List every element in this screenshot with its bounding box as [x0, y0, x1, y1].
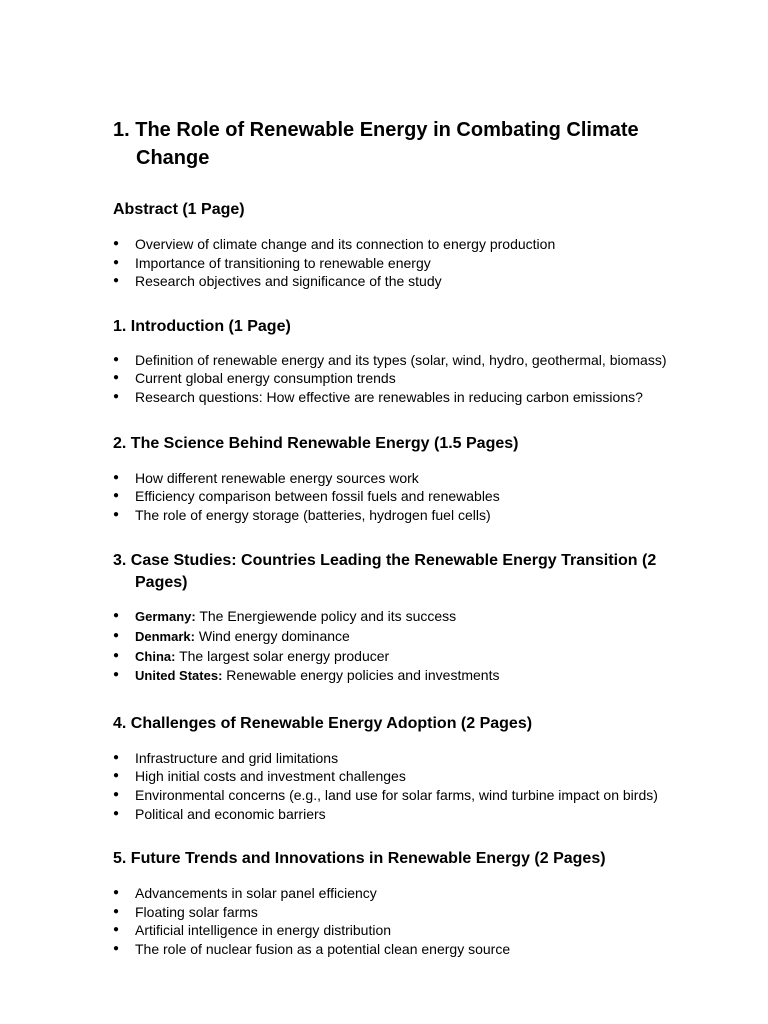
list-item-text: Overview of climate change and its connection to energy production	[135, 236, 556, 252]
list-item	[113, 749, 703, 768]
section-heading: 4. Challenges of Renewable Energy Adoption (2 Pages)	[113, 714, 533, 732]
bullet-list	[113, 351, 703, 407]
list-item	[113, 903, 703, 922]
bullet-list	[113, 749, 703, 823]
list-item	[113, 469, 703, 488]
bullet-icon: ●	[113, 275, 120, 287]
bullet-icon: ●	[113, 372, 120, 384]
bullet-icon: ●	[113, 905, 120, 917]
list-item-text: Research objectives and significance of the study	[135, 273, 442, 290]
country-label: China:	[135, 648, 176, 664]
list-item-text: The largest solar energy producer	[175, 647, 390, 664]
bullet-icon: ●	[113, 751, 120, 763]
bullet-icon: ●	[113, 942, 120, 954]
section-heading: 5. Future Trends and Innovations in Renewable Energy (2 Pages)	[113, 850, 606, 868]
list-item-text: The Energiewende policy and its success	[195, 608, 457, 625]
list-item-text: Advancements in solar panel efficiency	[135, 885, 377, 902]
section-heading: 2. The Science Behind Renewable Energy (1.5 Pages)	[113, 434, 519, 452]
country-label: Denmark:	[135, 628, 195, 644]
bullet-list	[113, 607, 703, 685]
list-item-text: Importance of transitioning to renewable energy	[135, 254, 431, 271]
bullet-icon: ●	[113, 924, 120, 936]
list-item-text: Wind energy dominance	[194, 627, 350, 644]
bullet-icon: ●	[113, 390, 120, 402]
list-item	[113, 506, 703, 525]
list-item-text: High initial costs and investment challenges	[135, 768, 406, 785]
list-item-text: Floating solar farms	[135, 903, 258, 920]
country-label: Germany:	[135, 609, 196, 625]
list-item	[113, 369, 703, 388]
bullet-icon: ●	[113, 669, 120, 681]
bullet-icon: ●	[113, 256, 120, 268]
bullet-icon: ●	[113, 649, 120, 661]
list-item	[113, 254, 703, 273]
bullet-icon: ●	[113, 770, 120, 782]
list-item-text: Infrastructure and grid limitations	[135, 749, 339, 766]
list-item-text: Renewable energy policies and investments	[222, 667, 500, 684]
bullet-icon: ●	[113, 610, 120, 622]
list-item	[113, 647, 703, 667]
bullet-icon: ●	[113, 238, 120, 249]
list-item	[113, 805, 703, 824]
bullet-list	[113, 469, 703, 525]
bullet-list	[113, 235, 703, 291]
list-item-text: Definition of renewable energy and its types (solar, wind, hydro, geothermal, biomass)	[135, 351, 667, 368]
bullet-list	[113, 884, 703, 958]
list-item	[113, 666, 703, 686]
list-item	[113, 272, 703, 291]
list-item-text: Political and economic barriers	[135, 805, 326, 822]
list-item-text: Research questions: How effective are renewables in reducing carbon emissions?	[135, 388, 643, 405]
list-item	[113, 487, 703, 506]
bullet-icon: ●	[113, 788, 120, 800]
list-item-text: Efficiency comparison between fossil fuels and renewables	[135, 488, 500, 505]
list-item-text: Environmental concerns (e.g., land use for solar farms, wind turbine impact on birds)	[135, 786, 658, 803]
list-item-text: The role of energy storage (batteries, hydrogen fuel cells)	[135, 506, 491, 523]
document-title: 1. The Role of Renewable Energy in Combating Climate Change	[113, 119, 639, 169]
list-item	[113, 607, 703, 627]
bullet-icon: ●	[113, 471, 120, 483]
section-heading: 1. Introduction (1 Page)	[113, 317, 291, 335]
list-item	[113, 235, 703, 254]
list-item	[113, 627, 703, 647]
document-sections	[113, 199, 703, 958]
document-page	[113, 116, 703, 958]
list-item-text: Current global energy consumption trends	[135, 370, 396, 387]
list-item-text: The role of nuclear fusion as a potential clean energy source	[135, 940, 511, 957]
bullet-icon: ●	[113, 887, 120, 899]
list-item	[113, 767, 703, 786]
bullet-icon: ●	[113, 490, 120, 502]
section-heading: 3. Case Studies: Countries Leading the Renewable Energy Transition (2 Pages)	[113, 552, 657, 592]
list-item-text: Artificial intelligence in energy distribution	[135, 922, 392, 939]
list-item	[113, 940, 703, 959]
bullet-icon: ●	[113, 353, 120, 365]
bullet-icon: ●	[113, 629, 120, 641]
list-item	[113, 921, 703, 940]
list-item	[113, 351, 703, 370]
list-item-text: How different renewable energy sources work	[135, 469, 419, 486]
list-item	[113, 786, 703, 805]
section-heading: Abstract (1 Page)	[113, 201, 245, 218]
list-item	[113, 884, 703, 903]
country-label: United States:	[135, 668, 223, 684]
list-item	[113, 388, 703, 407]
bullet-icon: ●	[113, 508, 120, 520]
bullet-icon: ●	[113, 807, 120, 819]
